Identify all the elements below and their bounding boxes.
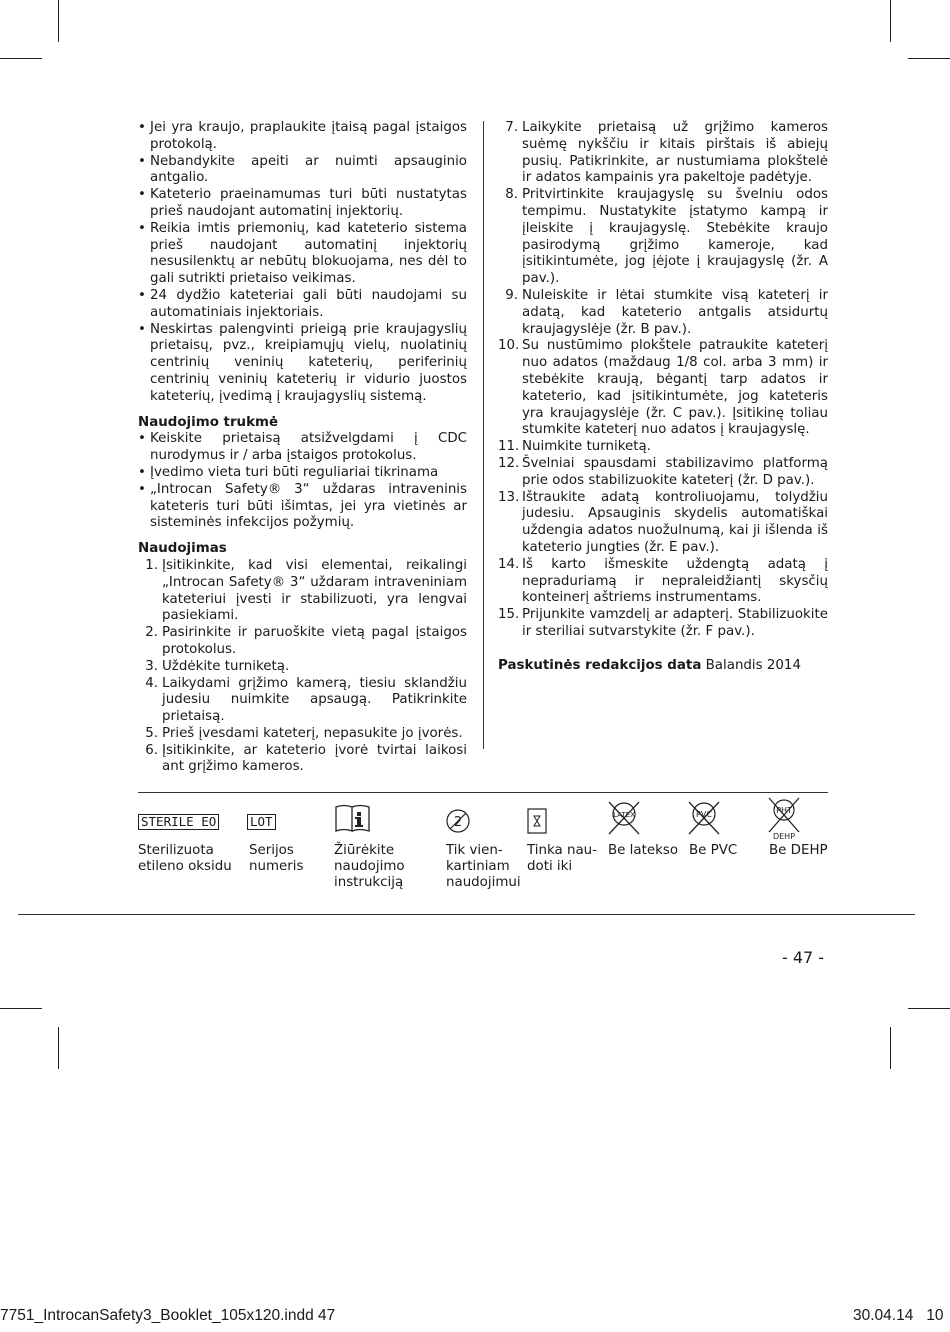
label-line: numeris <box>249 859 304 874</box>
step-item <box>498 288 828 338</box>
label-line: kartiniam <box>446 859 510 874</box>
latex-mark: LATEX <box>613 811 635 819</box>
label-line: Tik vien- <box>446 843 503 858</box>
revision-label: Paskutinės redakcijos data <box>498 657 702 673</box>
bullet-item: • Jei yra kraujo, praplaukite įtaisą pagal įstaigos protokolą. <box>138 120 467 154</box>
step-number: 10. <box>498 338 520 354</box>
bullet-item: • Neskirtas palengvinti prieigą prie kraujagyslių prietaisų, pvz., kreipiamųjų vielų, nuolatinių centrinių veninių kateterių, periferinių centrinių veninių kateterių ir vidurio juostos kateterių, įvedimą į kraujagyslių sistemą. <box>138 322 467 406</box>
latex-label <box>608 843 678 859</box>
step-number: 13. <box>498 489 520 505</box>
crop-mark <box>908 58 950 59</box>
dehp-mark: DEHP <box>772 832 796 841</box>
step-number: 9. <box>505 287 518 303</box>
slug-filename: 7751_IntrocanSafety3_Booklet_105x120.indd 47 <box>0 1307 336 1324</box>
step-item <box>498 187 828 288</box>
bullet-item: • „Introcan Safety® 3“ uždaras intraveninis kateteris turi būti išimtas, jei yra vietinės ar sisteminės infekcijos požymių. <box>138 482 467 532</box>
label-line: Be PVC <box>689 843 738 858</box>
book-info-icon <box>334 803 372 833</box>
step-text: Pritvirtinkite kraujagyslę su švelniu odos tempimu. Nustatykite įstatymo kampą ir įleiskite į kraujagyslę. Stebėkite kraujo pasirodymą grįžimo kameroje, kad įsitikintumėte, jog įėjote į kraujagyslę (žr. A pav.). <box>522 187 828 287</box>
label-line: Tinka nau- <box>527 843 597 858</box>
step-item <box>138 558 467 625</box>
step-item <box>498 607 828 641</box>
step-text: Nuleiskite ir lėtai stumkite visą kateterį ir adatą, kad kateterio antgalis atsidurtų kraujagyslėje (žr. B pav.). <box>522 287 828 337</box>
single-use-label <box>446 843 521 891</box>
step-text: Uždėkite turniketą. <box>162 658 290 674</box>
bullet-item: • Nebandykite apeiti ar nuimti apsauginio antgalio. <box>138 154 467 188</box>
step-item <box>498 338 828 439</box>
sterile-eo-symbol: STERILE EO <box>138 814 219 830</box>
column-divider <box>483 121 484 749</box>
label-line: instrukciją <box>334 875 404 890</box>
step-text: Pasirinkite ir paruoškite vietą pagal įstaigos protokolus. <box>162 625 467 657</box>
step-text: Iš karto išmeskite uždengtą adatą į nepraduriamą ir nepraleidžiantį skysčių konteinerį aštriems instrumentams. <box>522 556 828 606</box>
step-item <box>138 726 467 743</box>
crop-mark <box>58 1027 59 1069</box>
step-item <box>138 676 467 726</box>
step-text: Įsitikinkite, ar kateterio įvorė tvirtai laikosi ant grįžimo kameros. <box>162 742 467 775</box>
step-item <box>138 659 467 676</box>
label-line: Sterilizuota <box>138 843 214 858</box>
label-line: naudojimui <box>446 875 521 890</box>
bullet-item: • Įvedimo vieta turi būti reguliariai tikrinama <box>138 465 467 482</box>
suitable-label <box>527 843 597 875</box>
symbols-top-rule <box>138 792 828 793</box>
sterile-label <box>138 843 232 875</box>
step-number: 12. <box>498 455 520 471</box>
label-line: Be DEHP <box>769 843 828 858</box>
step-text: Švelniai spausdami stabilizavimo platformą prie odos stabilizuokite kateterį (žr. D pav.). <box>522 455 828 488</box>
left-column <box>138 120 467 776</box>
crop-mark <box>908 1008 950 1009</box>
step-text: Ištraukite adatą kontroliuojamu, tolydžiu judesiu. Apsauginis skydelis automatiškai uždengia adatos nuožulnumą, kai ji išlenda iš kateterio jungties (žr. E pav.). <box>522 489 828 555</box>
step-item <box>498 456 828 490</box>
svg-text:2: 2 <box>453 815 463 830</box>
dehp-label <box>769 843 828 859</box>
lot-symbol: LOT <box>247 814 276 830</box>
step-text: Laikykite prietaisą už grįžimo kameros suėmę nykščiu ir kitais pirštais iš abiejų pusių. Patikrinkite, ar nustumiama plokštelė ir adatos kampainis yra pakeltoje padėtyje. <box>522 120 828 186</box>
label-line: doti iki <box>527 859 573 874</box>
ifu-label <box>334 843 405 891</box>
pht-mark: PHT <box>776 806 792 815</box>
crop-mark <box>58 0 59 42</box>
step-item <box>498 439 828 456</box>
step-item <box>138 625 467 659</box>
step-number: 11. <box>498 439 520 455</box>
no-dehp-icon <box>766 796 802 842</box>
crop-mark <box>890 1027 891 1069</box>
crop-mark <box>890 0 891 42</box>
crop-mark <box>0 58 42 59</box>
symbols-bottom-rule <box>18 914 915 915</box>
section-heading-use: Naudojimas <box>138 541 227 557</box>
bullet-item: • Reikia imtis priemonių, kad kateterio sistema prieš naudojant automatinį injektorių nesusilenktų ar nebūtų blokuojama, nes dėl to gali sutrikti prietaiso veikimas. <box>138 221 467 288</box>
revision-date: Balandis 2014 <box>705 657 801 673</box>
lot-label <box>249 843 303 875</box>
step-item <box>138 743 467 777</box>
step-number: 8. <box>505 187 518 203</box>
step-number: 14. <box>498 556 520 572</box>
label-line: Žiūrėkite <box>334 843 395 858</box>
page-number: - 47 - <box>782 948 825 967</box>
step-text: Įsitikinkite, kad visi elementai, reikalingi „Introcan Safety® 3“ uždaram intraveniniam kateteriui įvesti ir stabilizuoti, yra lengvai pasiekiami. <box>162 557 467 624</box>
bullet-item: • Kateterio praeinamumas turi būti nustatytas prieš naudojant automatinį injektorių. <box>138 187 467 221</box>
label-line: Serijos <box>249 843 294 858</box>
label-line: etileno oksidu <box>138 859 232 874</box>
step-text: Nuimkite turniketą. <box>522 439 651 455</box>
pvc-label <box>689 843 737 859</box>
step-number: 1. <box>145 557 158 573</box>
step-number: 6. <box>145 742 158 758</box>
step-number: 3. <box>145 658 158 674</box>
crop-mark <box>0 1008 42 1009</box>
step-item <box>498 490 828 557</box>
no-pvc-icon <box>686 800 722 836</box>
bullet-item: • 24 dydžio kateteriai gali būti naudojami su automatiniais injektoriais. <box>138 288 467 322</box>
section-heading-duration: Naudojimo trukmė <box>138 414 279 430</box>
single-use-icon <box>445 808 471 834</box>
expiry-hourglass-icon <box>527 808 547 834</box>
pvc-mark: PVC <box>696 810 712 819</box>
right-column <box>498 120 828 675</box>
step-text: Su nustūmimo plokštele patraukite kateterį nuo adatos (maždaug 1/8 col. arba 3 mm) ir stebėkite kraują, bėgantį tarp adatos ir kateterio, kad įsitikintumėte, jog kateteris yra kraujagyslėje (žr. C pav.). Įsitikinę toliau stumkite kateterį nuo adatos į kraujagyslę. <box>522 338 828 438</box>
step-item <box>498 120 828 187</box>
step-number: 7. <box>505 120 518 135</box>
label-line: naudojimo <box>334 859 405 874</box>
label-line: Be latekso <box>608 843 679 858</box>
step-number: 5. <box>145 725 158 741</box>
no-latex-icon <box>606 800 642 836</box>
revision-line <box>498 658 828 675</box>
step-item <box>498 557 828 607</box>
step-number: 4. <box>145 675 158 691</box>
step-number: 15. <box>498 607 520 623</box>
step-text: Prijunkite vamzdelį ar adapterį. Stabilizuokite ir steriliai sutvarstykite (žr. F pav.). <box>522 607 828 639</box>
bullet-item: • Keiskite prietaisą atsižvelgdami į CDC nurodymus ir / arba įstaigos protokolus. <box>138 431 467 465</box>
step-number: 2. <box>145 625 158 641</box>
slug-date: 30.04.14 10 <box>853 1307 944 1324</box>
step-text: Laikydami grįžimo kamerą, tiesiu sklandžiu judesiu nuimkite apsaugą. Patikrinkite prietaisą. <box>162 675 467 725</box>
step-text: Prieš įvesdami kateterį, nepasukite jo įvorės. <box>162 725 463 741</box>
